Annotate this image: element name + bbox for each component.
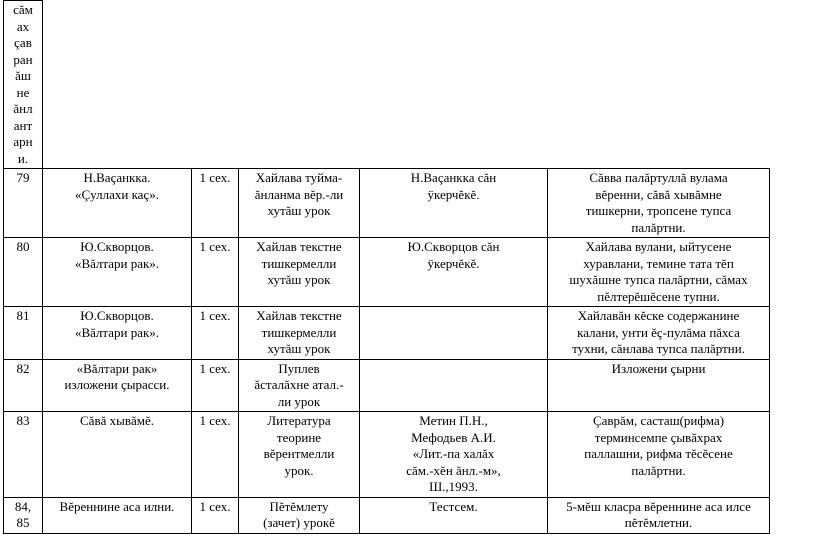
material-cell-line: Ш.,1993. (429, 479, 478, 494)
topic-cell-line: Ю.Скворцов. (80, 308, 154, 323)
material-cell (360, 412, 548, 498)
lesson-type-cell-line: Пуплев (278, 360, 320, 376)
topic-cell (43, 497, 192, 533)
topic-cell (43, 238, 192, 307)
table-row (4, 497, 770, 533)
material-cell-line: ÿкерчĕкĕ. (427, 255, 480, 271)
lesson-type-cell (239, 497, 360, 533)
lesson-type-cell-line: вĕрентмелли (263, 446, 335, 461)
content-cell-line: паллашни, рифма тĕсĕсене (584, 446, 733, 461)
lesson-number-cell-line: 82 (16, 360, 30, 376)
lesson-type-cell-line: теорине (276, 429, 322, 445)
lesson-type-cell-line: ли урок (277, 393, 321, 409)
lesson-type-cell-line: Хайлав текстне (256, 239, 342, 254)
lesson-number-cell-line: 81 (16, 308, 30, 323)
material-cell (360, 497, 548, 533)
content-cell-line: тишкерни, тропсене тупса (585, 203, 732, 218)
table-row (4, 412, 770, 498)
content-cell-line: пĕлтерĕшĕсене тупни. (597, 288, 720, 304)
topic-cell-line: Н.Ваçанкка. (83, 170, 151, 185)
material-cell (360, 238, 548, 307)
hours-cell: 1 сех. (192, 307, 239, 360)
content-cell-line: Çаврăм, састаш(рифма) (592, 413, 725, 428)
content-cell-line: Сăвва палăртуллă вулама (589, 170, 728, 185)
content-cell-line: палăртни. (631, 462, 686, 478)
header-text-line: ант (13, 117, 33, 133)
lesson-number-cell (4, 412, 43, 498)
material-cell-line: Н.Ваçанкка сăн (410, 170, 497, 185)
lesson-type-cell (239, 238, 360, 307)
topic-cell (43, 412, 192, 498)
header-text-line: сăм (13, 2, 33, 17)
content-cell-line: вĕренни, сăвă хывăмне (595, 186, 722, 202)
content-cell-line: палăртни. (631, 219, 686, 235)
header-text-line: ăнл (13, 101, 33, 116)
topic-cell (43, 359, 192, 412)
lesson-number-cell-line: 79 (16, 170, 30, 185)
lesson-type-cell-line: урок. (284, 462, 314, 478)
material-cell (360, 359, 548, 412)
content-cell-line: шухăшне тупса палăртни, сăмах (569, 272, 748, 287)
hours-cell: 1 сех. (192, 359, 239, 412)
lesson-number-cell-line: 80 (16, 239, 30, 254)
content-cell (548, 359, 770, 412)
material-cell-line: Тестсем. (429, 498, 478, 514)
header-empty-area (43, 1, 770, 169)
topic-cell-line: «Вăлтари рак» (76, 360, 158, 376)
header-text-line: çав (14, 35, 32, 50)
material-cell-line: Мефодьев А.И. (411, 429, 496, 445)
lesson-plan-table (3, 0, 770, 534)
lesson-number-cell-line: 84, (14, 498, 32, 514)
material-cell-line: сăм.-хĕн ăнл.-м», (406, 462, 501, 478)
content-cell (548, 497, 770, 533)
topic-cell-line: «Çуллахи каç». (75, 186, 159, 202)
header-text-line: арн (13, 134, 33, 149)
hours-cell: 1 сех. (192, 497, 239, 533)
header-text-line: ран (13, 51, 33, 67)
lesson-type-cell (239, 307, 360, 360)
content-cell-line: Изложени çырни (611, 360, 706, 376)
content-cell-line: Хайлавăн кĕске содержанине (577, 308, 740, 323)
table-row (4, 307, 770, 360)
material-cell-line: Метин П.Н., (419, 413, 488, 428)
content-cell-line: пĕтĕмлетни. (624, 515, 693, 530)
hours-cell: 1 сех. (192, 238, 239, 307)
topic-cell (43, 307, 192, 360)
topic-cell-line: изложени çырасси. (64, 377, 170, 392)
lesson-type-cell-line: ăнланма вĕр.-ли (254, 186, 344, 202)
topic-cell-line: Ю.Скворцов. (80, 239, 154, 254)
hours-cell: 1 сех. (192, 169, 239, 238)
lesson-type-cell-line: Хайлава туйма- (255, 170, 343, 185)
material-cell (360, 169, 548, 238)
material-cell (360, 307, 548, 360)
material-cell-line: ÿкерчĕкĕ. (427, 186, 480, 202)
header-number-cell (4, 1, 43, 169)
topic-cell (43, 169, 192, 238)
topic-cell-line: Сăвă хывăмĕ. (80, 413, 154, 428)
lesson-type-cell-line: хутăш урок (267, 272, 331, 287)
topic-cell-line: «Вăлтари рак». (74, 255, 160, 271)
content-cell-line: Хайлава вулани, ыйтусене (585, 239, 732, 254)
hours-cell: 1 сех. (192, 412, 239, 498)
lesson-type-cell-line: ăсталăхне атал.- (254, 377, 344, 392)
lesson-type-cell-line: хутăш урок (267, 341, 331, 356)
lesson-number-cell (4, 359, 43, 412)
lesson-type-cell-line: хутăш урок (267, 203, 331, 218)
content-cell (548, 307, 770, 360)
content-cell (548, 412, 770, 498)
table-row (4, 359, 770, 412)
lesson-number-cell (4, 169, 43, 238)
lesson-number-cell-line: 85 (16, 515, 30, 530)
lesson-type-cell (239, 359, 360, 412)
lesson-type-cell-line: Пĕтĕмлету (269, 498, 329, 514)
header-text-line: ăш (15, 68, 31, 83)
lesson-number-cell-line: 83 (16, 413, 30, 428)
content-cell (548, 238, 770, 307)
topic-cell-line: Вĕреннине аса илни. (59, 498, 175, 514)
lesson-type-cell (239, 412, 360, 498)
material-cell-line: Ю.Скворцов сăн (407, 239, 500, 254)
content-cell (548, 169, 770, 238)
lesson-number-cell (4, 238, 43, 307)
lesson-type-cell (239, 169, 360, 238)
table-row (4, 169, 770, 238)
topic-cell-line: «Вăлтари рак». (74, 324, 160, 340)
lesson-number-cell (4, 497, 43, 533)
header-text-line: не (16, 84, 30, 100)
content-cell-line: 5-мĕш класра вĕреннине аса илсе (566, 498, 751, 514)
lesson-type-cell-line: тишкермелли (261, 324, 337, 340)
content-cell-line: тухни, сăнлава тупса палăртни. (572, 341, 745, 356)
lesson-type-cell-line: Хайлав текстне (256, 308, 342, 323)
content-cell-line: калани, унти ĕç-пулăма пăхса (577, 324, 740, 340)
header-text-line: и. (17, 150, 29, 166)
header-row (4, 1, 770, 169)
lesson-number-cell (4, 307, 43, 360)
lesson-type-cell-line: (зачет) урокĕ (263, 515, 335, 530)
content-cell-line: терминсемпе çывăхрах (594, 429, 723, 445)
content-cell-line: хуравлани, темине тата тĕп (583, 255, 734, 271)
lesson-type-cell-line: Литература (267, 413, 331, 428)
material-cell-line: «Лит.-па халăх (412, 446, 495, 461)
lesson-type-cell-line: тишкермелли (261, 255, 337, 271)
table-row (4, 238, 770, 307)
header-text-line: ах (16, 18, 30, 34)
